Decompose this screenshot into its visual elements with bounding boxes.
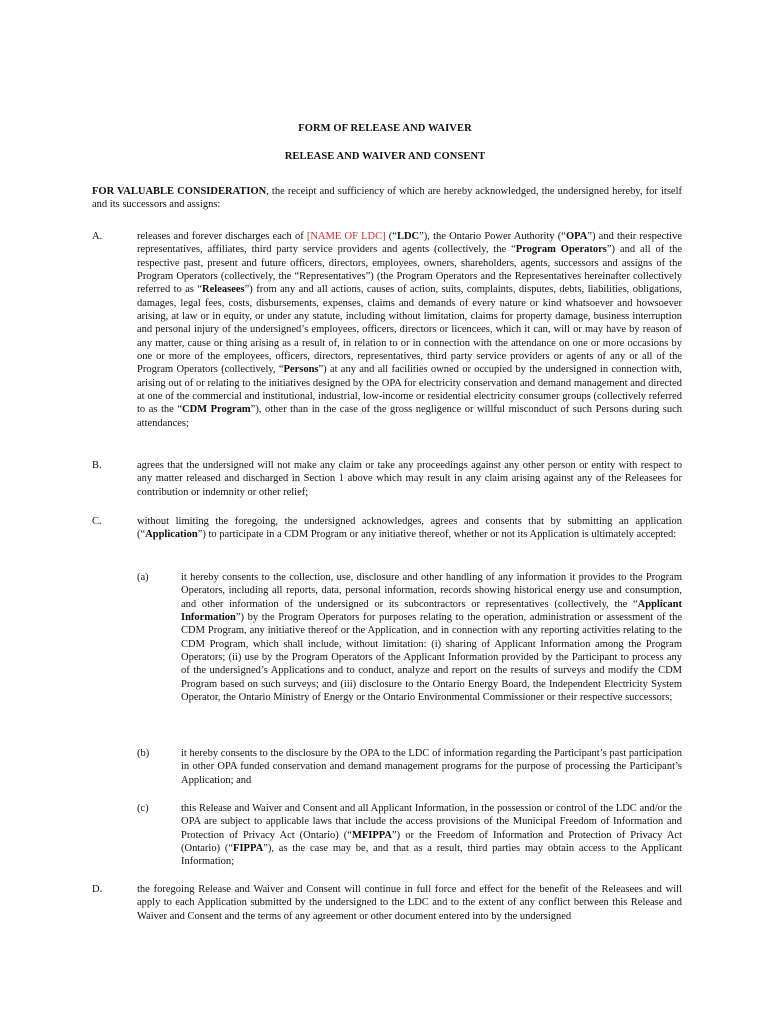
- section-b-text: agrees that the undersigned will not make any claim or take any proceedings against any other person or entity with respect to any matter released and discharged in Section 1 above which may result in any claim arising against any of the Releasees for contribution or indemnity or other relief;: [137, 460, 682, 498]
- intro-paragraph: [92, 185, 682, 212]
- term-applicant-information: Applicant Information: [181, 598, 682, 624]
- term-cdm-program: CDM Program: [182, 404, 251, 416]
- subsection-a-label: (a): [137, 572, 149, 583]
- document-subtitle: RELEASE AND WAIVER AND CONSENT: [284, 151, 486, 162]
- term-application: Application: [145, 529, 198, 541]
- section-a-part-3: ”), the Ontario Power Authority (“: [419, 231, 566, 242]
- section-d-text: the foregoing Release and Waiver and Consent will continue in full force and effect for the benefit of the Releasees and will apply to each Application submitted by the undersigned to the LDC and to the extent of any conflict between this Release and Waiver and Consent and the terms of any agreement or other document entered into by the undersigned: [137, 884, 682, 922]
- subsection-a-part-2: ”) by the Program Operators for purposes relating to the operation, administration or assessment of the CDM Program, any initiative thereof or the Application, and in connection with any reporting activities relating to the CDM Program, which shall include, without limitation: (i) sharing of Applicant Information among the Program Operators; (ii) use by the Program Operators of the Applicant Information provided by the Participant to process any of the undersigned’s Applications and to conduct, analyze and report on the results of surveys and modify the CDM Program based on such surveys; and (iii) disclosure to the Ontario Energy Board, the Independent Electricity System Operator, the Ontario Ministry of Energy or the Ontario Environmental Commissioner or their respective successors;: [181, 612, 682, 704]
- section-a-label: A.: [92, 231, 103, 242]
- term-mfippa: MFIPPA: [351, 829, 392, 841]
- section-a-part-5: ”) and all of the respective past, present and future officers, directors, employees, owners, shareholders, agents, successors and assigns of the Program Operators (collectively, the “Representatives”) (the Program Operators and the Representatives hereinafter collectively referred to as “: [137, 244, 682, 296]
- subsection-a-part-1: it hereby consents to the collection, use, disclosure and other handling of any information it provides to the Program Operators, including all reports, data, personal information, records showing historical energy use and consumption, and other information of the undersigned or its subcontractors or representatives (collectively, the “: [181, 572, 682, 610]
- subsection-c-label: (c): [137, 803, 149, 814]
- subsection-c-part-2: ”) or the Freedom of Information and Protection of Privacy Act (Ontario) (“: [181, 829, 682, 855]
- document-title: FORM OF RELEASE AND WAIVER: [298, 123, 472, 134]
- subsection-c-text: [181, 802, 682, 869]
- subsection-a-text: [181, 571, 682, 704]
- section-c-part-1: without limiting the foregoing, the undersigned acknowledges, agrees and consents that by submitting an application (“: [137, 516, 682, 541]
- section-a-part-7: ”) at any and all facilities owned or occupied by the undersigned in connection with, arising out of or relating to the initiatives designed by the OPA for electricity conservation and demand management and directed at one of the commercial and institutional, industrial, low-income or residential electricity consumer groups (collectively referred to as the “: [137, 364, 683, 416]
- subsection-c-part-3: ”), as the case may be, and that as a result, third parties may obtain access to the Applicant Information;: [181, 843, 682, 868]
- section-d-label: D.: [92, 884, 103, 895]
- term-releasees: Releasees: [202, 284, 245, 296]
- subsection-c-part-1: this Release and Waiver and Consent and all Applicant Information, in the possession or control of the LDC and/or the OPA are subject to applicable laws that include the access provisions of the Municipal Freedom of Information and Protection of Privacy Act (Ontario) (“: [181, 803, 682, 841]
- term-ldc: LDC: [396, 231, 420, 242]
- term-fippa: FIPPA: [233, 843, 264, 855]
- section-c-part-2: ”) to participate in a CDM Program or any initiative thereof, whether or not its Application is ultimately accepted:: [197, 529, 677, 541]
- section-a-text: [137, 230, 682, 430]
- section-a-part-1: releases and forever discharges each of: [137, 231, 307, 242]
- subsection-b-text: it hereby consents to the disclosure by the OPA to the LDC of information regarding the Participant’s past participation in other OPA funded conservation and demand management programs for the purpose of processing the Participant’s Application; and: [181, 748, 682, 786]
- term-program-operators: Program Operators: [515, 244, 607, 256]
- subsection-b-label: (b): [137, 748, 150, 759]
- section-c-label: C.: [92, 516, 102, 527]
- ldc-name-placeholder: [NAME OF LDC]: [306, 231, 386, 242]
- section-b-label: B.: [92, 460, 102, 471]
- section-a-part-8: ”), other than in the case of the gross negligence or willful misconduct of such Persons during such attendances;: [137, 404, 682, 429]
- term-opa: OPA: [565, 231, 588, 242]
- section-a-part-4: ”) and their respective representatives, affiliates, third party service providers and agents (collectively, the “: [137, 231, 682, 256]
- section-c-text: [137, 515, 682, 542]
- section-a-part-6: ”) from any and all actions, causes of action, suits, complaints, disputes, debts, liabilities, obligations, damages, legal fees, costs, disbursements, expenses, claims and demands of every nature or kind whatsoever and howsoever arising, at law or in equity, or under any statute, including without limitation, claims for property damage, business interruption and personal injury of the undersigned’s employees, officers, directors or licencees, which it can, will or may have by reason of any matter, cause or thing arising as a result of, in relation to or in connection with the attendance on one or more occasions by one or more of the employees, officers, directors, representatives, third party service providers or agents of any or all of the Program Operators (collectively, “: [137, 284, 683, 376]
- intro-bold-phrase: FOR VALUABLE CONSIDERATION: [92, 186, 267, 197]
- section-a-part-2: (“: [385, 231, 397, 242]
- intro-text: , the receipt and sufficiency of which are hereby acknowledged, the undersigned hereby, for itself and its successors and assigns:: [92, 186, 682, 211]
- term-persons: Persons: [283, 364, 319, 376]
